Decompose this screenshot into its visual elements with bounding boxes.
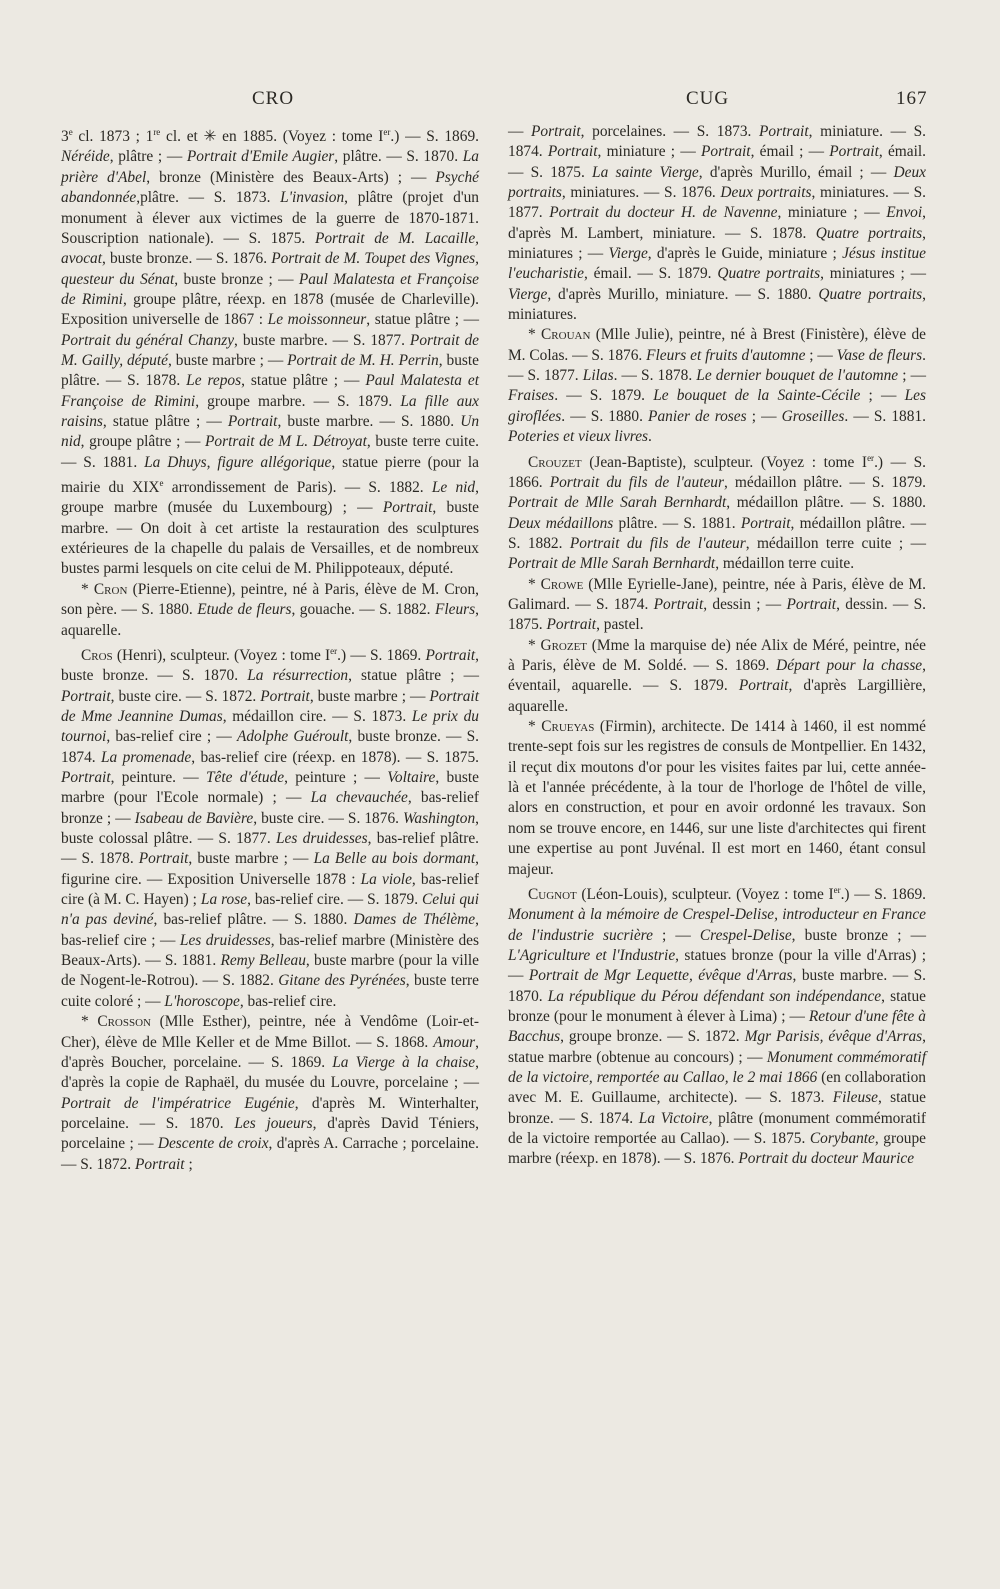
dictionary-entry: * Crowe (Mlle Eyrielle-Jane), peintre, née à Paris, élève de M. Galimard. — S. 1874. Portrait, dessin ; — Portrait, dessin. — S. 1875. Portrait, pastel. (508, 575, 926, 634)
left-column (61, 122, 479, 1175)
dictionary-entry: * Crouan (Mlle Julie), peintre, né à Brest (Finistère), élève de M. Colas. — S. 1876. Fleurs et fruits d'automne ; — Vase de fleurs. — S. 1877. Lilas. — S. 1878. Le dernier bouquet de l'automne ; — Fraises. — S. 1879. Le bouquet de la Sainte-Cécile ; — Les giroflées. — S. 1880. Panier de roses ; — Groseilles. — S. 1881. Poteries et vieux livres. (508, 326, 927, 446)
dictionary-entry: * Crosson (Mlle Esther), peintre, née à Vendôme (Loir-et-Cher), élève de Mlle Keller et de Mme Billot. — S. 1868. Amour, d'après Boucher, porcelaine. — S. 1869. La Vierge à la chaise, d'après la copie de Raphaël, du musée du Louvre, porcelaine ; — Portrait de l'impératrice Eugénie, d'après M. Winterhalter, porcelaine. — S. 1870. Les joueurs, d'après David Téniers, porcelaine ; — Descente de croix, d'après A. Carrache ; porcelaine. — S. 1872. Portrait ; (61, 1013, 479, 1173)
dictionary-entry: * Cron (Pierre-Etienne), peintre, né à Paris, élève de M. Cron, son père. — S. 1880. Etude de fleurs, gouache. — S. 1882. Fleurs, aquarelle. (61, 580, 479, 639)
dictionary-entry: * Grozet (Mme la marquise de) née Alix de Méré, peintre, née à Paris, élève de M. Soldé. — S. 1869. Départ pour la chasse, éventail, aquarelle. — S. 1879. Portrait, d'après Largillière, aquarelle. (508, 636, 926, 715)
page-header (0, 88, 1000, 114)
entry-continuation: 3e cl. 1873 ; 1re cl. et ✳ en 1885. (Voyez : tome Ier.) — S. 1869. Néréide, plâtre ; — Portrait d'Emile Augier, plâtre. — S. 1870. La prière d'Abel, bronze (Ministère des Beaux-Arts) ; — Psyché abandonnée,plâtre. — S. 1873. L'invasion, plâtre (projet d'un monument à élever aux victimes de la guerre de 1870-1871. Souscription nationale). — S. 1875. Portrait de M. Lacaille, avocat, buste bronze. — S. 1876. Portrait de M. Toupet des Vignes, questeur du Sénat, buste bronze ; — Paul Malatesta et Françoise de Rimini, groupe plâtre, réexp. en 1878 (musée de Charleville). Exposition universelle de 1867 : Le moissonneur, statue plâtre ; — Portrait du général Chanzy, buste marbre. — S. 1877. Portrait de M. Gailly, député, buste marbre ; — Portrait de M. H. Perrin, buste plâtre. — S. 1878. Le repos, statue plâtre ; — Paul Malatesta et Françoise de Rimini, groupe marbre. — S. 1879. La fille aux raisins, statue plâtre ; — Portrait, buste marbre. — S. 1880. Un nid, groupe plâtre ; — Portrait de M L. Détroyat, buste terre cuite. — S. 1881. La Dhuys, figure allégorique, statue pierre (pour la mairie du XIXe arrondissement de Paris). — S. 1882. Le nid, groupe marbre (musée du Luxembourg) ; — Portrait, buste marbre. — On doit à cet artiste la restauration des sculptures extérieures de la chapelle du palais de Versailles, et de nombreux bustes parmi lesquels on cite celui de M. Philippoteaux, député. (61, 127, 480, 578)
dictionary-entry: * Crueyas (Firmin), architecte. De 1414 à 1460, il est nommé trente-sept fois sur les registres de consuls de Montpellier. En 1432, il reçut dix moutons d'or pour les visites faites par lui, cette année-là et l'année précédente, à la tour de l'horloge de l'hôtel de ville, alors en construction, et pour en avoir ordonné les travaux. Son nom se trouve encore, en 1446, sur une liste d'architectes qui firent une expertise au pont Juvénal. Il est mort en 1460, étant consul majeur. (508, 718, 926, 878)
dictionary-entry: Cros (Henri), sculpteur. (Voyez : tome Ier.) — S. 1869. Portrait, buste bronze. — S. 1870. La résurrection, statue plâtre ; — Portrait, buste cire. — S. 1872. Portrait, buste marbre ; — Portrait de Mme Jeannine Dumas, médaillon cire. — S. 1873. Le prix du tournoi, bas-relief cire ; — Adolphe Guéroult, buste bronze. — S. 1874. La promenade, bas-relief cire (réexp. en 1878). — S. 1875. Portrait, peinture. — Tête d'étude, peinture ; — Voltaire, buste marbre (pour l'Ecole normale) ; — La chevauchée, bas-relief bronze ; — Isabeau de Bavière, buste cire. — S. 1876. Washington, buste colossal plâtre. — S. 1877. Les druidesses, bas-relief plâtre. — S. 1878. Portrait, buste marbre ; — La Belle au bois dormant, figurine cire. — Exposition Universelle 1878 : La viole, bas-relief cire (à M. C. Hayen) ; La rose, bas-relief cire. — S. 1879. Celui qui n'a pas deviné, bas-relief plâtre. — S. 1880. Dames de Thélème, bas-relief cire ; — Les druidesses, bas-relief marbre (Ministère des Beaux-Arts). — S. 1881. Remy Belleau, buste marbre (pour la ville de Nogent-le-Rotrou). — S. 1882. Gitane des Pyrénées, buste terre cuite coloré ; — L'horoscope, bas-relief cire. (61, 645, 480, 1010)
dictionary-entry: Cugnot (Léon-Louis), sculpteur. (Voyez : tome Ier.) — S. 1869. Monument à la mémoire de Crespel-Delise, introducteur en France de l'industrie sucrière ; — Crespel-Delise, buste bronze ; — L'Agriculture et l'Industrie, statues bronze (pour la ville d'Arras) ; — Portrait de Mgr Lequette, évêque d'Arras, buste marbre. — S. 1870. La république du Pérou défendant son indépendance, statue bronze (pour le monument à élever à Lima) ; — Retour d'une fête à Bacchus, groupe bronze. — S. 1872. Mgr Parisis, évêque d'Arras, statue marbre (obtenue au concours) ; — Monument commémoratif de la victoire, remportée au Callao, le 2 mai 1866 (en collaboration avec M. E. Guillaume, architecte). — S. 1873. Fileuse, statue bronze. — S. 1874. La Victoire, plâtre (monument commémoratif de la victoire remportée au Callao). — S. 1875. Corybante, groupe marbre (réexp. en 1878). — S. 1876. Portrait du docteur Maurice (508, 884, 926, 1168)
entry-continuation: — Portrait, porcelaines. — S. 1873. Portrait, miniature. — S. 1874. Portrait, miniature ; — Portrait, émail ; — Portrait, émail. — S. 1875. La sainte Vierge, d'après Murillo, émail ; — Deux portraits, miniatures. — S. 1876. Deux portraits, miniatures. — S. 1877. Portrait du docteur H. de Navenne, miniature ; — Envoi, d'après M. Lambert, miniature. — S. 1878. Quatre portraits, miniatures ; — Vierge, d'après le Guide, miniature ; Jésus institue l'eucharistie, émail. — S. 1879. Quatre portraits, miniatures ; — Vierge, d'après Murillo, miniature. — S. 1880. Quatre portraits, miniatures. (508, 123, 927, 324)
right-column (508, 122, 926, 1170)
dictionary-entry: Crouzet (Jean-Baptiste), sculpteur. (Voyez : tome Ier.) — S. 1866. Portrait du fils de l'auteur, médaillon plâtre. — S. 1879. Portrait de Mlle Sarah Bernhardt, médaillon plâtre. — S. 1880. Deux médaillons plâtre. — S. 1881. Portrait, médaillon plâtre. — S. 1882. Portrait du fils de l'auteur, médaillon terre cuite ; — Portrait de Mlle Sarah Bernhardt, médaillon terre cuite. (508, 452, 927, 573)
page-number: 167 (896, 88, 928, 109)
header-left-heading: CRO (252, 88, 295, 109)
header-right-heading: CUG (686, 88, 730, 109)
